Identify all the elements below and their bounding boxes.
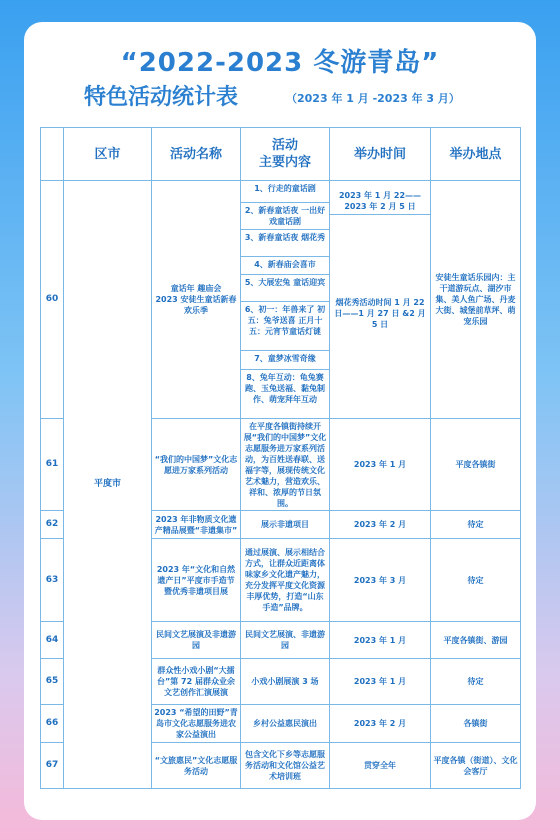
row-seq: 60 — [41, 181, 64, 419]
row-time: 2023 年 1 月 — [330, 419, 431, 511]
row-name: “我们的中国梦”文化志愿进万家系列活动 — [152, 419, 241, 511]
row-seq: 65 — [41, 659, 64, 705]
row-content: 通过展演、展示相结合方式，让群众近距离体味家乡文化遗产魅力，充分发挥平度文化资源丰厚优势，打造“山东手造”品牌。 — [241, 539, 330, 622]
row-content — [241, 181, 330, 419]
row-place: 各镇街 — [431, 705, 521, 743]
row-time: 2023 年 3 月 — [330, 539, 431, 622]
row-place: 待定 — [431, 511, 521, 539]
header-time: 举办时间 — [330, 128, 431, 181]
row-content: 包含文化下乡等志愿服务活动和文化馆公益艺术培训班 — [241, 743, 330, 789]
row-name: 群众性小戏小剧“大擂台”第 72 届群众业余文艺创作汇演展演 — [152, 659, 241, 705]
row-content: 小戏小剧展演 3 场 — [241, 659, 330, 705]
row-time — [330, 181, 431, 419]
content-item: 6、初一：年兽来了 初五：兔爷送喜 正月十五：元宵节童话灯谜 — [241, 302, 329, 351]
row-place: 待定 — [431, 539, 521, 622]
row-place: 安徒生童话乐园内：主干道游玩点、湖汐市集、美人鱼广场、丹麦大街、城堡前草坪、萌宠乐园 — [431, 181, 521, 419]
row-time: 2023 年 2 月 — [330, 705, 431, 743]
row-name: 童话年 趣庙会 2023 安徒生童话新春欢乐季 — [152, 181, 241, 419]
header-district: 区市 — [64, 128, 152, 181]
district-cell: 平度市 — [64, 181, 152, 789]
content-item: 5、大展宏兔 童话迎宾 — [241, 275, 329, 302]
row-seq: 63 — [41, 539, 64, 622]
content-item: 7、童梦冰雪奇缘 — [241, 351, 329, 370]
page-title-line2: 特色活动统计表 — [84, 85, 239, 110]
row-seq: 64 — [41, 622, 64, 659]
row-time: 贯穿全年 — [330, 743, 431, 789]
row-seq: 61 — [41, 419, 64, 511]
content-item: 2、新春童话夜 一出好戏童话剧 — [241, 203, 329, 230]
row-name: “文旅惠民”文化志愿服务活动 — [152, 743, 241, 789]
row-name: 2023 年非物质文化遗产精品展暨“非遗集市” — [152, 511, 241, 539]
row-seq: 62 — [41, 511, 64, 539]
content-item: 1、行走的童话剧 — [241, 181, 329, 203]
table-row — [41, 181, 521, 419]
row-content: 在平度各镇街持续开展“我们的中国梦”文化志愿服务进万家系列活动，为百姓送春联、送福字等，展现传统文化艺术魅力，营造欢乐、祥和、浓厚的节日氛围。 — [241, 419, 330, 511]
row-time: 2023 年 1 月 — [330, 622, 431, 659]
time-b: 烟花秀活动时间 1 月 22 日——1 月 27 日 &2 月 5 日 — [334, 297, 426, 329]
row-time: 2023 年 2 月 — [330, 511, 431, 539]
row-name: 民间文艺展演及非遗游园 — [152, 622, 241, 659]
row-place: 待定 — [431, 659, 521, 705]
activity-table — [40, 127, 521, 789]
header-name: 活动名称 — [152, 128, 241, 181]
table-header-row — [41, 128, 521, 181]
header-seq — [41, 128, 64, 181]
content-item: 8、兔年互动：龟兔赛跑、玉兔送福、黏兔制作、萌宠拜年互动 — [245, 373, 325, 404]
row-time: 2023 年 1 月 — [330, 659, 431, 705]
time-a: 2023 年 1 月 22——2023 年 2 月 5 日 — [330, 188, 430, 215]
row-seq: 66 — [41, 705, 64, 743]
row-name: 2023 年“文化和自然遗产日”平度市手造节暨优秀非遗项目展 — [152, 539, 241, 622]
row-content: 展示非遗项目 — [241, 511, 330, 539]
content-item: 4、新春庙会喜市 — [241, 257, 329, 275]
row-name: 2023 “希望的田野”青岛市文化志愿服务进农家公益演出 — [152, 705, 241, 743]
row-seq: 67 — [41, 743, 64, 789]
header-content: 活动 主要内容 — [241, 128, 330, 181]
page-subtitle: （2023 年 1 月 -2023 年 3 月） — [286, 92, 460, 105]
page-title: “2022-2023 冬游青岛” — [120, 48, 440, 78]
row-place: 平度各镇（街道）、文化会客厅 — [431, 743, 521, 789]
row-place: 平度各镇街 — [431, 419, 521, 511]
header-place: 举办地点 — [431, 128, 521, 181]
row-content: 乡村公益惠民演出 — [241, 705, 330, 743]
content-item: 3、新春童话夜 烟花秀 — [241, 230, 329, 257]
row-content: 民间文艺展演、非遗游园 — [241, 622, 330, 659]
row-place: 平度各镇街、游园 — [431, 622, 521, 659]
